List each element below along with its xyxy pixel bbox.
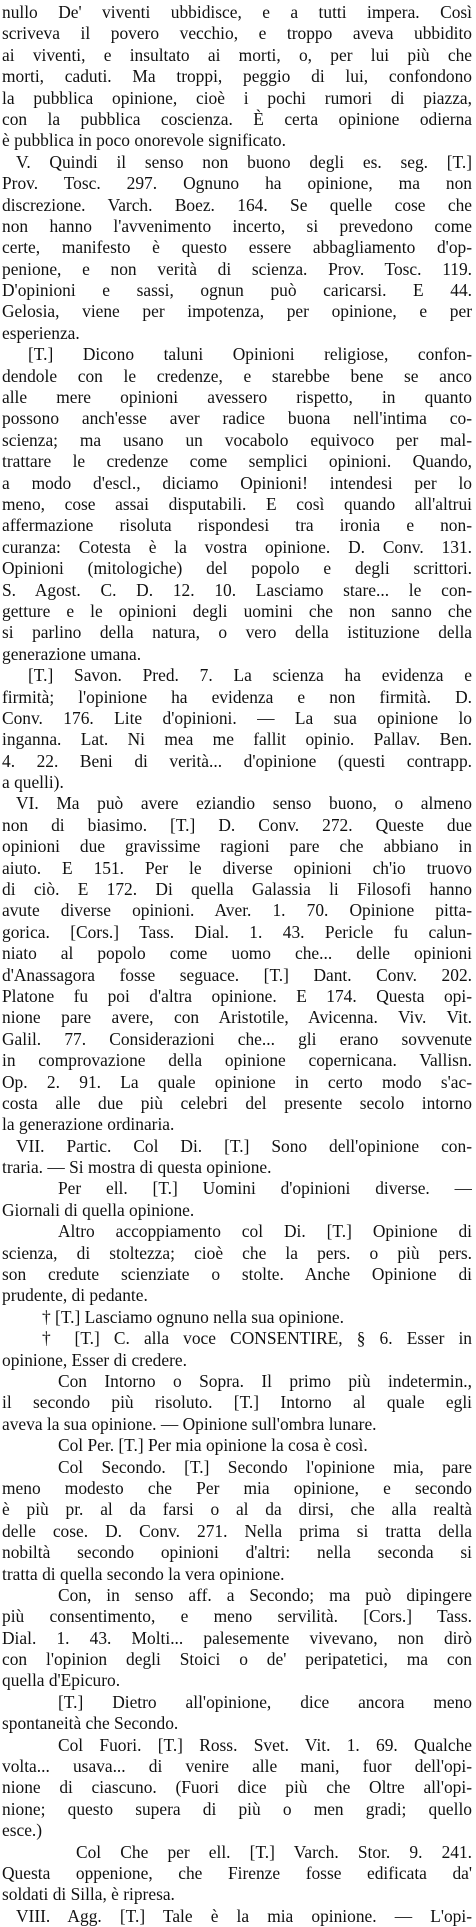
text-line: in comprovazione della opinione copernicana. Vallisn. [2,1050,472,1071]
text-line: Con Intorno o Sopra. Il primo più indetermin., [58,1371,472,1391]
text-line: Col Fuori. [T.] Ross. Svet. Vit. 1. 69. Qualche [58,1734,472,1755]
text-line: [T.] Dicono taluni Opinioni religiose, confon- [28,344,472,365]
text-line: certe, manifesto è questo essere abbagliamento d'op- [2,237,472,258]
text-line: quella d'Epicuro. [2,1670,121,1691]
text-line: Conv. 176. Lite d'opinioni. — La sua opinione lo [2,707,472,728]
text-line: † [T.] C. alla voce CONSENTIRE, § 6. Esser in [42,1328,472,1349]
text-line: Gelosia, viene per impotenza, per opinione, e per [2,301,472,322]
text-line: nione; questo supera di più o men gradi; quello [2,1798,472,1819]
text-line: aveva la sua opinione. — Opinione sull'ombra lunare. [2,1413,377,1434]
text-line: generazione umana. [2,643,142,664]
text-line: [T.] Dietro all'opinione, dice ancora meno [58,1691,472,1712]
text-line: meno modesto che Per mia opinione, e secondo [2,1477,472,1498]
text-line: firmità; l'opinione ha evidenza e non firmità. D. [2,686,472,707]
text-line: Col Per. [T.] Per mia opinione la cosa è così. [58,1435,368,1456]
text-line: Giornali di quella opinione. [2,1199,195,1220]
text-line: tratta di quella secondo la vera opinione. [2,1563,285,1584]
text-line: discrezione. Varch. Boez. 164. Se quelle cose che [2,194,472,215]
text-line: scienza; ma usano un vocabolo equivoco per mal- [2,429,472,450]
text-line: la generazione ordinaria. [2,1114,175,1135]
text-line: Op. 2. 91. La quale opinione in certo modo s'ac- [2,1071,472,1092]
text-line: VII. Partic. Col Di. [T.] Sono dell'opinione con- [16,1135,472,1156]
text-line: alle mere opinioni avessero rispetto, in quanto [2,387,472,408]
text-line: soldati di Silla, è ripresa. [2,1884,175,1905]
text-line: Platone fu poi d'altra opinione. E 174. Questa opi- [2,985,472,1006]
text-line: gorica. [Cors.] Tass. Dial. 1. 43. Pericle fu calun- [2,921,472,942]
text-line: la pubblica opinione, cioè i pochi rumori di piazza, [2,87,472,108]
text-line: opinione, Esser di credere. [2,1349,187,1370]
text-line: curanza: Cotesta è la vostra opinione. D. Conv. 131. [2,536,472,557]
text-line: inganna. Lat. Ni mea me fallit opinio. Pallav. Ben. [2,729,472,750]
text-line: Con, in senso aff. a Secondo; ma può dipingere [58,1584,472,1605]
text-line: Galil. 77. Considerazioni che... gli erano sovvenute [2,1028,472,1049]
text-line: Prov. Tosc. 297. Ognuno ha opinione, ma non [2,173,472,194]
text-line: con l'opinion degli Stoici o de' peripatetici, ma con [2,1649,472,1670]
text-line: prudente, di pedante. [2,1285,148,1306]
text-line: trattare le credenze come semplici opinioni. Quando, [2,451,472,472]
text-line: con la pubblica coscienza. È certa opinione odierna [2,108,472,129]
text-line: è pubblica in poco onorevole significato. [2,130,286,151]
text-line: Col Che per ell. [T.] Varch. Stor. 9. 241. [76,1841,472,1862]
text-line: S. Agost. C. D. 12. 10. Lasciamo stare... le con- [2,579,472,600]
text-line: spontaneità che Secondo. [2,1713,179,1734]
text-line: esperienza. [2,322,80,343]
text-line: non hanno l'avvenimento incerto, si prevedono come [2,215,472,236]
text-line: il secondo più risoluto. [T.] Intorno al quale egli [2,1392,472,1413]
text-line: Per ell. [T.] Uomini d'opinioni diverse. — [58,1178,472,1199]
text-line: Dial. 1. 43. Molti... palesemente vivevano, non dirò [2,1627,472,1648]
text-line: Col Secondo. [T.] Secondo l'opinione mia, pare [58,1456,472,1477]
text-line: morti, caduti. Ma troppi, peggio di lui, confondono [2,66,472,87]
text-line: costa alle due più celebri del presente secolo intorno [2,1092,472,1113]
text-line: D'opinioni e sassi, ognun può caricarsi. E 44. [2,280,472,301]
text-line: volta... usava... di venire alle mani, fuor dell'opi- [2,1756,472,1777]
text-line: V. Quindi il senso non buono degli es. seg. [T.] [16,151,472,172]
text-line: niato al popolo come uomo che... delle opinioni [2,943,472,964]
text-line: ai viventi, e insultato ai morti, o, per lui più che [2,44,472,65]
text-line: nobiltà secondo opinioni d'altri: nella seconda si [2,1542,472,1563]
text-line: [T.] Savon. Pred. 7. La scienza ha evidenza e [28,665,472,686]
text-line: di ciò. E 172. Di quella Galassia li Filosofi hanno [2,879,472,900]
text-line: VIII. Agg. [T.] Tale è la mia opinione. — L'opi- [16,1905,472,1926]
text-line: d'Anassagora fosse seguace. [T.] Dant. Conv. 202. [2,964,472,985]
text-line: delle cose. D. Conv. 271. Nella prima si tratta della [2,1520,472,1541]
text-line: nione di ciascuno. (Fuori dice più che Oltre all'opi- [2,1777,472,1798]
text-line: esce.) [2,1820,43,1841]
text-line: Opinioni (mitologiche) del popolo e degli scrittori. [2,558,472,579]
text-line: Altro accoppiamento col Di. [T.] Opinione di [58,1221,472,1242]
text-line: son credute scienziate o stolte. Anche Opinione di [2,1264,472,1285]
text-line: dendole con le credenze, e starebbe bene se anco [2,365,472,386]
text-line: a modo d'escl., diciamo Opinioni! intendesi per lo [2,472,472,493]
text-line: a quelli). [2,772,64,793]
text-line: scriveva il povero vecchio, e troppo aveva ubbidito [2,23,472,44]
text-line: VI. Ma può avere eziandio senso buono, o almeno [16,793,472,814]
text-line: non di biasimo. [T.] D. Conv. 272. Queste due [2,814,472,835]
text-line: più consentimento, e meno servilità. [Cors.] Tass. [2,1606,472,1627]
text-line: opinioni due gravissime ragioni pare che abbiano in [2,836,472,857]
text-line: scienza, di stoltezza; cioè che la pers. o più pers. [2,1242,472,1263]
text-line: nione pare avere, con Aristotile, Avicenna. Viv. Vit. [2,1007,472,1028]
text-line: nullo De' viventi ubbidisce, e a tutti impera. Così [2,2,472,22]
text-line: meno, cose assai disputabili. E così quando all'altrui [2,493,472,514]
text-line: 4. 22. Beni di verità... d'opinione (questi contrapp. [2,750,472,771]
text-line: è più pr. al da farsi o al da dirsi, che alla realtà [2,1499,472,1520]
text-line: avute diverse opinioni. Aver. 1. 70. Opinione pitta- [2,900,472,921]
text-line: traria. — Si mostra di questa opinione. [2,1157,272,1178]
text-line: Questa oppenione, che Firenze fosse edificata da' [2,1862,472,1883]
text-line: possono anch'esse aver radice buona nell'intima co- [2,408,472,429]
text-line: aiuto. E 151. Per le diverse opinioni ch'io truovo [2,857,472,878]
text-line: getture e le opinioni degli uomini che non sanno che [2,600,472,621]
text-line: † [T.] Lasciamo ognuno nella sua opinione. [42,1306,345,1327]
text-line: penione, e non verità di scienza. Prov. Tosc. 119. [2,258,472,279]
text-line: si parlino della natura, o vero della istituzione della [2,622,472,643]
text-line: affermazione risoluta rispondesi tra ironia e non- [2,515,472,536]
